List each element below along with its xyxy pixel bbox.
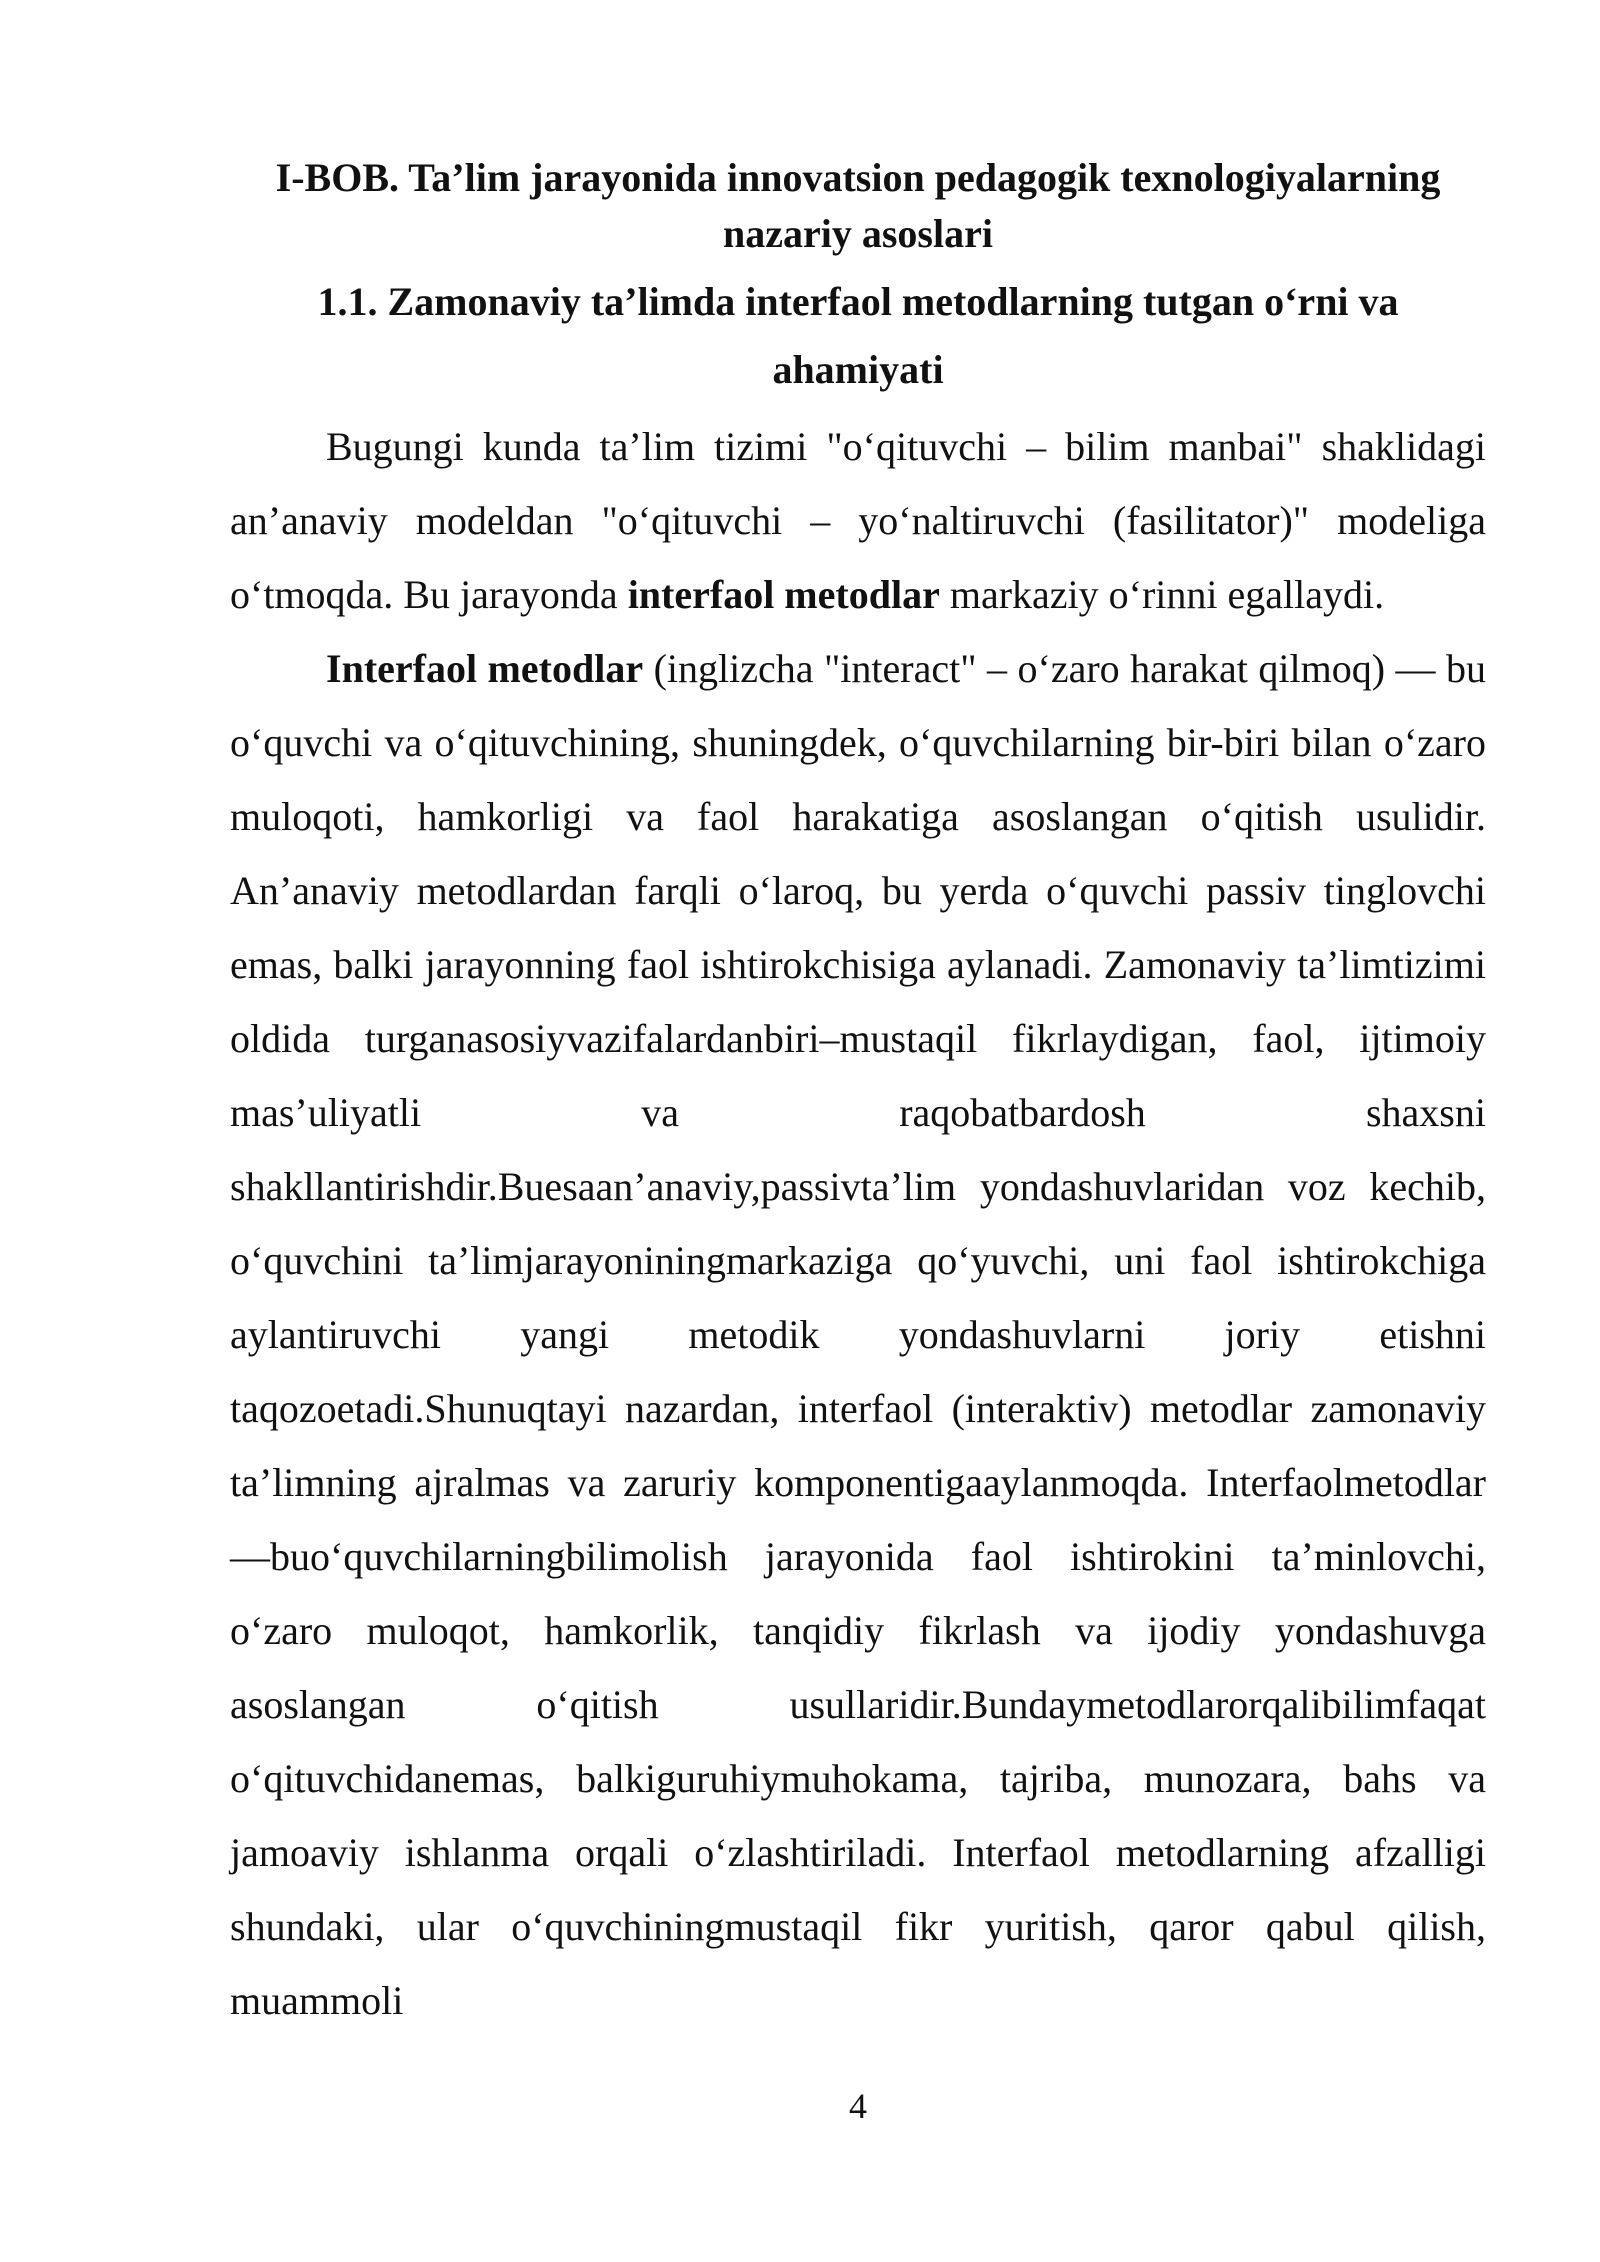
chapter-title-line-1: I-BOB. Ta’lim jarayonida innovatsion pedagogik texnologiyalarning [275, 155, 1441, 200]
paragraph-intro-bold-term: interfaol metodlar [627, 572, 940, 617]
page-content [230, 150, 1486, 2038]
section-title-line-2: ahamiyati [772, 347, 944, 392]
paragraph-intro-text-b: markaziy o‘rinni egallaydi. [939, 572, 1385, 617]
paragraph-intro [230, 410, 1486, 632]
section-title-line-1: 1.1. Zamonaviy ta’limda interfaol metodlarning tutgan o‘rni va [317, 279, 1399, 324]
paragraph-definition [230, 632, 1486, 2038]
chapter-title-line-2: nazariy asoslari [723, 211, 993, 256]
paragraph-definition-bold-term: Interfaol metodlar [326, 646, 644, 691]
paragraph-intro-text-a: Bugungi kunda ta’lim tizimi "o‘qituvchi – bilim manbai" shaklidagi an’anaviy modeldan "o‘qituvchi – yo‘naltiruvchi (fasilitator)" modeliga o‘tmoqda. Bu jarayonda [230, 424, 1486, 617]
page-number: 4 [849, 2086, 867, 2126]
paragraph-definition-text: (inglizcha "interact" – o‘zaro harakat qilmoq) — bu o‘quvchi va o‘qituvchining, shuningdek, o‘quvchilarning bir-biri bilan o‘zaro muloqoti, hamkorligi va faol harakatiga asoslangan o‘qitish usulidir. An’anaviy metodlardan farqli o‘laroq, bu yerda o‘quvchi passiv tinglovchi emas, balki jarayonning faol ishtirokchisiga aylanadi. Zamonaviy ta’limtizimi oldida turganasosiyvazifalardanbiri–mustaqil fikrlaydigan, faol, ijtimoiy mas’uliyatli va raqobatbardosh shaxsni shakllantirishdir.Buesaan’anaviy,passivta’lim yondashuvlaridan voz kechib, o‘quvchini ta’limjarayoniningmarkaziga qo‘yuvchi, uni faol ishtirokchiga aylantiruvchi yangi metodik yondashuvlarni joriy etishni taqozoetadi.Shunuqtayi nazardan, interfaol (interaktiv) metodlar zamonaviy ta’limning ajralmas va zaruriy komponentigaaylanmoqda. Interfaolmetodlar—buo‘quvchilarningbilimolish jarayonida faol ishtirokini ta’minlovchi, o‘zaro muloqot, hamkorlik, tanqidiy fikrlash va ijodiy yondashuvga asoslangan o‘qitish usullaridir.Bundaymetodlarorqalibilimfaqat o‘qituvchidanemas, balkiguruhiymuhokama, tajriba, munozara, bahs va jamoaviy ishlanma orqali o‘zlashtiriladi. Interfaol metodlarning afzalligi shundaki, ular o‘quvchiningmustaqil fikr yuritish, qaror qabul qilish, muammoli [230, 646, 1486, 2023]
